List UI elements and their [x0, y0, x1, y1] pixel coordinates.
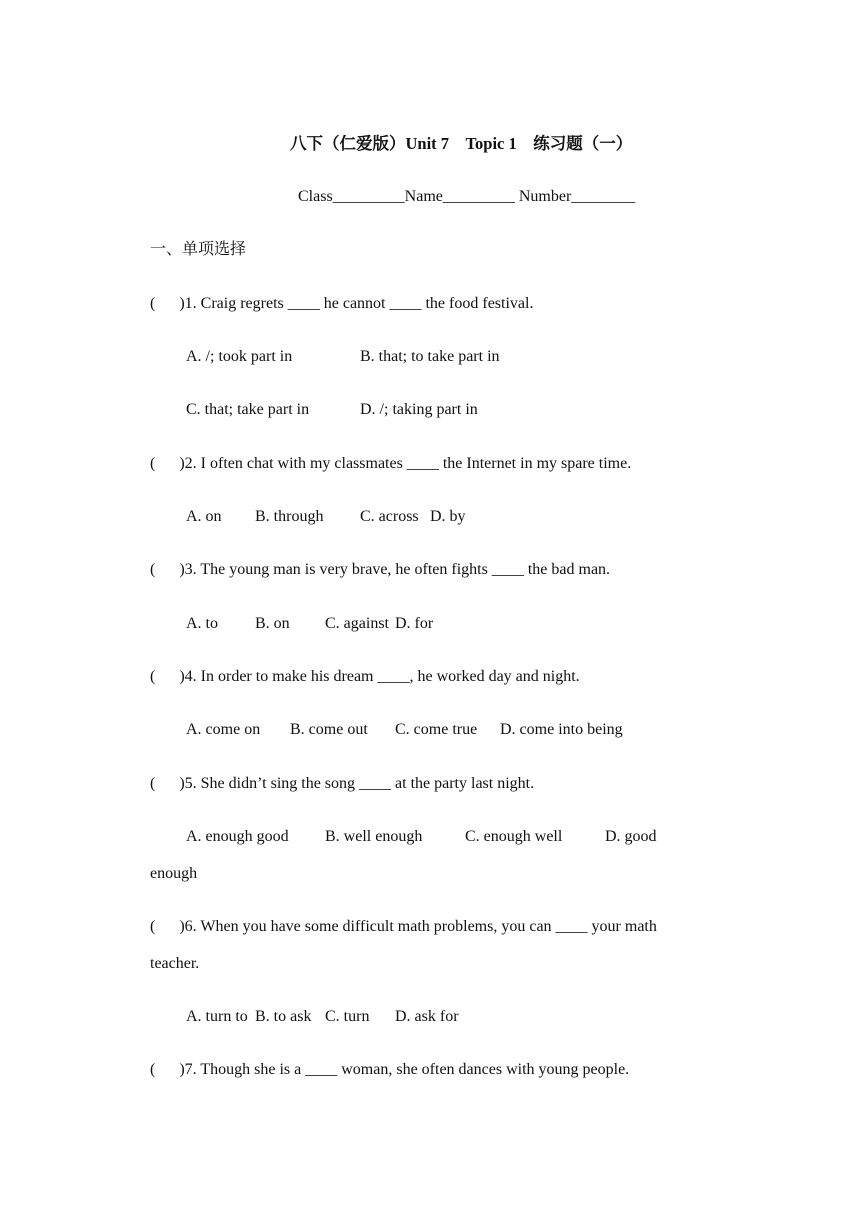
stem-continuation: teacher.	[150, 955, 200, 972]
answer-option: D. for	[395, 615, 434, 632]
answer-option: A. on	[186, 508, 222, 525]
answer-option: A. turn to	[186, 1008, 248, 1025]
question-stem: ( )1. Craig regrets ____ he cannot ____ the food festival.	[150, 295, 534, 312]
page-title: 八下（仁爱版）Unit 7 Topic 1 练习题（一）	[290, 134, 633, 153]
question-stem: ( )2. I often chat with my classmates ____ the Internet in my spare time.	[150, 455, 632, 472]
answer-option: C. that; take part in	[186, 401, 310, 418]
answer-option: C. against	[325, 615, 389, 632]
answer-option: D. good	[605, 828, 657, 845]
answer-option: C. enough well	[465, 828, 563, 845]
option-continuation: enough	[150, 865, 198, 882]
answer-option: D. by	[430, 508, 466, 525]
question-stem: ( )4. In order to make his dream ____, he worked day and night.	[150, 668, 580, 685]
question-stem: ( )6. When you have some difficult math problems, you can ____ your math	[150, 918, 657, 935]
answer-option: A. to	[186, 615, 218, 632]
answer-option: A. come on	[186, 721, 261, 738]
answer-option: C. across	[360, 508, 419, 525]
answer-option: B. to ask	[255, 1008, 312, 1025]
answer-option: D. ask for	[395, 1008, 459, 1025]
student-info-line: Class_________Name_________ Number________	[298, 188, 636, 205]
answer-option: C. turn	[325, 1008, 370, 1025]
answer-option: A. /; took part in	[186, 348, 293, 365]
question-stem: ( )3. The young man is very brave, he often fights ____ the bad man.	[150, 561, 611, 578]
answer-option: B. well enough	[325, 828, 423, 845]
answer-option: C. come true	[395, 721, 478, 738]
section-heading: 一、单项选择	[150, 241, 247, 258]
question-stem: ( )7. Though she is a ____ woman, she often dances with young people.	[150, 1061, 630, 1078]
answer-option: B. through	[255, 508, 324, 525]
answer-option: D. come into being	[500, 721, 623, 738]
answer-option: D. /; taking part in	[360, 401, 478, 418]
question-stem: ( )5. She didn’t sing the song ____ at the party last night.	[150, 775, 535, 792]
answer-option: B. on	[255, 615, 290, 632]
answer-option: B. come out	[290, 721, 368, 738]
answer-option: A. enough good	[186, 828, 289, 845]
answer-option: B. that; to take part in	[360, 348, 500, 365]
